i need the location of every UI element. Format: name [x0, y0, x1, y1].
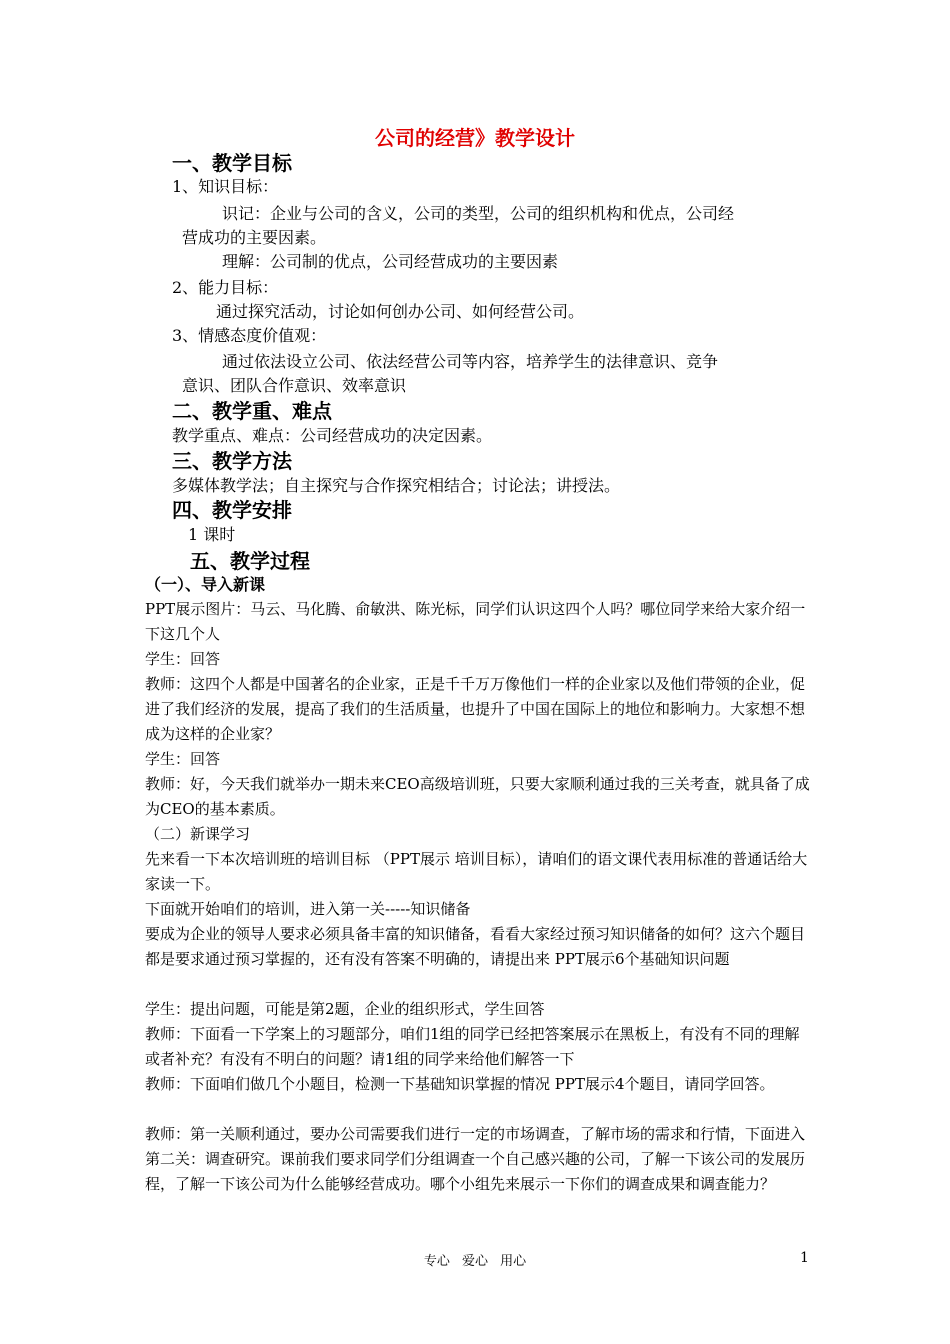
paragraph: 教师：下面咱们做几个小题目，检测一下基础知识掌握的情况 PPT展示4个题目，请同学回答。 — [145, 1075, 775, 1093]
document-title: 公司的经营》教学设计 — [375, 126, 575, 150]
paragraph: 教师：这四个人都是中国著名的企业家，正是千千万万像他们一样的企业家以及他们带领的企业，促进了我们经济的发展，提高了我们的生活质量，也提升了中国在国际上的地位和影响力。大家想不想成为这样的企业家？ — [145, 675, 806, 743]
subsection-heading-intro: （一）、导入新课 — [145, 575, 266, 594]
knowledge-goal-text-1: 识记：企业与公司的含义，公司的类型，公司的组织机构和优点，公司经 — [222, 204, 735, 223]
emotion-goal-text-1: 通过依法设立公司、依法经营公司等内容，培养学生的法律意识、竞争 — [222, 352, 719, 371]
paragraph: PPT展示图片：马云、马化腾、俞敏洪、陈光标，同学们认识这四个人吗？哪位同学来给大家介绍一下这几个人 — [145, 600, 806, 643]
ability-goal-text: 通过探究活动，讨论如何创办公司、如何经营公司。 — [216, 302, 585, 321]
subsection-heading-new-lesson: （二）新课学习 — [145, 825, 251, 843]
section-heading-process: 五、教学过程 — [190, 549, 310, 573]
ability-goal-label: 2、能力目标： — [172, 278, 279, 297]
key-points-text: 教学重点、难点：公司经营成功的决定因素。 — [172, 426, 493, 445]
knowledge-goal-text-3: 理解：公司制的优点，公司经营成功的主要因素 — [222, 252, 559, 271]
paragraph: 学生：回答 — [145, 750, 221, 768]
paragraph: 教师：下面看一下学案上的习题部分，咱们1组的同学已经把答案展示在黑板上，有没有不同的理解或者补充？有没有不明白的问题？请1组的同学来给他们解答一下 — [145, 1025, 800, 1068]
section-heading-schedule: 四、教学安排 — [172, 498, 292, 522]
paragraph: 下面就开始咱们的培训，进入第一关-----知识储备 — [145, 900, 471, 918]
paragraph: 教师：好，今天我们就举办一期未来CEO高级培训班，只要大家顺利通过我的三关考查，就具备了成为CEO的基本素质。 — [145, 775, 810, 818]
emotion-goal-text-2: 意识、团队合作意识、效率意识 — [182, 376, 407, 395]
emotion-goal-label: 3、情感态度价值观： — [172, 326, 327, 345]
section-heading-methods: 三、教学方法 — [172, 449, 292, 473]
knowledge-goal-text-2: 营成功的主要因素。 — [182, 228, 327, 247]
paragraph: 学生：提出问题，可能是第2题，企业的组织形式，学生回答 — [145, 1000, 545, 1018]
knowledge-goal-label: 1、知识目标： — [172, 177, 279, 196]
schedule-text: 1 课时 — [188, 525, 236, 544]
section-heading-objectives: 一、教学目标 — [172, 151, 292, 175]
methods-text: 多媒体教学法；自主探究与合作探究相结合；讨论法；讲授法。 — [172, 476, 621, 495]
paragraph: 要成为企业的领导人要求必须具备丰富的知识储备，看看大家经过预习知识储备的如何？这六个题目都是要求通过预习掌握的，还有没有答案不明确的，请提出来 PPT展示6个基础知识问题 — [145, 925, 806, 968]
paragraph: 学生：回答 — [145, 650, 221, 668]
paragraph: 教师：第一关顺利通过，要办公司需要我们进行一定的市场调查，了解市场的需求和行情，下面进入第二关：调查研究。课前我们要求同学们分组调查一个自己感兴趣的公司，了解一下该公司的发展历程，了解一下该公司为什么能够经营成功。哪个小组先来展示一下你们的调查成果和调查能力？ — [145, 1125, 806, 1193]
section-heading-key-points: 二、教学重、难点 — [172, 399, 332, 423]
page-footer: 专心 爱心 用心 — [423, 1254, 527, 1269]
page-number: 1 — [800, 1250, 809, 1266]
paragraph: 先来看一下本次培训班的培训目标 （PPT展示 培训目标），请咱们的语文课代表用标准的普通话给大家读一下。 — [145, 850, 808, 893]
